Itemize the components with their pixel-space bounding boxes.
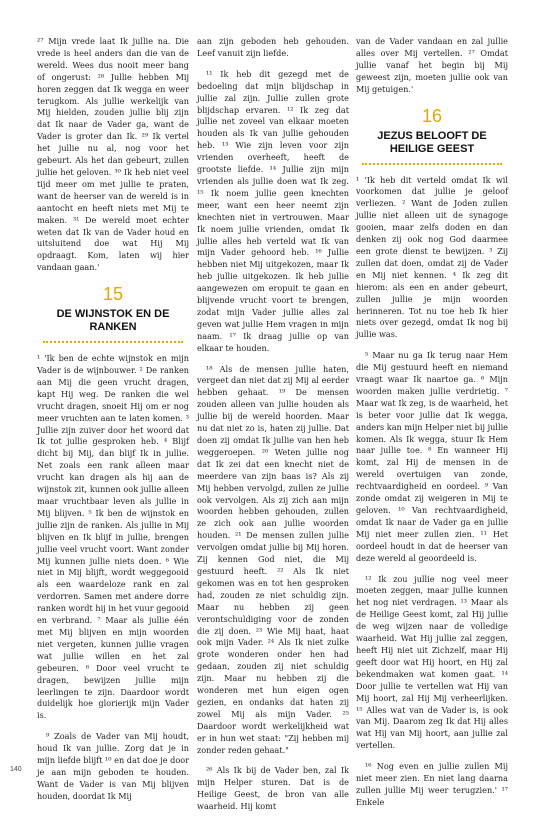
chapter-title: JEZUS BELOOFT DE HEILIGE GEEST (377, 129, 487, 155)
paragraph: ¹ 'Ik ben de echte wijnstok en mijn Vader is de wijnbouwer. ² De ranken aan Mij die geen vrucht dragen, kapt Hij weg. De ranken die wel vrucht dragen, snoeit Hij om er nog meer vruchten aan te laten komen. ³ Jullie zijn zuiver door het woord dat Ik tot jullie gesproken heb. ⁴ Blijf dicht bij Mij, dan blijf Ik in jullie. Net zoals een rank alleen maar vrucht kan dragen als hij aan de wijnstok zit, kunnen ook jullie alleen maar vruchtbaar leven als jullie in Mij blijven. ⁵ Ik ben de wijnstok en jullie zijn de ranken. Als jullie in Mij blijven en Ik blijf in jullie, brengen jullie veel vrucht voort. Want zonder Mij kunnen jullie niets doen. ⁶ Wie niet in Mij blijft, wordt weggegooid als een waardeloze rank en zal verdorren. Samen met andere dorre ranken wordt hij in het vuur gegooid en verbrand. ⁷ Maar als jullie één met Mij blijven en mijn woorden niet vergeten, kunnen jullie vragen wat jullie willen en het zal gebeuren. ⁸ Door veel vrucht te dragen, bewijzen jullie mijn leerlingen te zijn. Daardoor wordt duidelijk hoe glorierijk mijn Vader is. (37, 353, 189, 721)
page-number: 140 (10, 766, 22, 773)
chapter-number: 15 (102, 284, 124, 305)
chapter-title: DE WIJNSTOK EN DE RANKEN (56, 308, 170, 334)
paragraph: ²⁷ Mijn vrede laat Ik jullie na. Die vrede is heel anders dan die van de wereld. Wees dus nooit meer bang of ongerust: ²⁸ Jullie hebben Mij horen zeggen dat Ik wegga en weer terugkom. Als jullie werkelijk van Mij hielden, zouden jullie blij zijn dat Ik naar de Vader ga, want de Vader is groter dan Ik. ²⁹ Ik vertel het jullie nu al, nog voor het gebeurt. Als het dan gebeurt, zullen jullie het geloven. ³⁰ Ik heb niet veel tijd meer om met jullie te praten, want de heerser van de wereld is in aantocht en heeft niets met Mij te maken. ³¹ De wereld moet echter weten dat Ik van de Vader houd en uitsluitend doe wat Hij Mij opdraagt. Kom, laten wij hier vandaan gaan.' (37, 36, 189, 273)
paragraph: ¹² Ik zou jullie nog veel meer moeten zeggen, maar jullie kunnen het nog niet verdragen. ¹³ Maar als de Heilige Geest komt, zal Hij jullie de weg wijzen naar de volledige waarheid. Wat Hij jullie zal zeggen, heeft Hij niet uit Zichzelf, maar Hij geeft door wat Hij hoort, en Hij zal bekendmaken wat komen gaat. ¹⁴ Door jullie te vertellen wat Hij van Mij hoort, zal Hij Mij verheerlijken. ¹⁵ Alles wat van de Vader is, is ook van Mij. Daarom zeg Ik dat Hij alles wat Hij van Mij hoort, aan jullie zal vertellen. (356, 573, 508, 751)
paragraph: van de Vader vandaan en zal jullie alles over Mij vertellen. ²⁷ Omdat jullie vanaf het begin bij Mij geweest zijn, moeten jullie ook van Mij getuigen.' (356, 36, 508, 94)
text-column-2 (197, 36, 349, 822)
dotted-divider (43, 341, 183, 343)
text-column-3 (356, 36, 508, 818)
paragraph: ¹⁶ Nog even en jullie zullen Mij niet meer zien. En niet lang daarna zullen jullie Mij weer terugzien.' ¹⁷ Enkele (356, 761, 508, 807)
chapter-heading-15 (37, 284, 189, 343)
chapter-number: 16 (421, 105, 443, 126)
text-column-1 (37, 36, 189, 812)
paragraph: ⁹ Zoals de Vader van Mij houdt, houd Ik van jullie. Zorg dat je in mijn liefde blijft ¹⁰ en dat doe je door je aan mijn geboden te houden. Want de Vader is van Mij blijven houden, doordat Ik Mij (37, 731, 189, 801)
paragraph: ¹⁸ Als de mensen jullie haten, vergeet dan niet dat zij Mij al eerder hebben gehaat. ¹⁹ De mensen zouden alleen van jullie houden als jullie bij de wereld hoorden. Maar nu dat niet zo is, haten zij jullie. Dat doen zij omdat Ik jullie van hen heb weggeroepen. ²⁰ Weten jullie nog dat Ik zei dat een knecht niet de meerdere van zijn baas is? Als zij Mij hebben vervolgd, zullen ze jullie ook vervolgen. Als zij zich aan mijn woorden hebben gehouden, zullen ze zich ook aan jullie woorden houden. ²¹ De mensen zullen jullie vervolgen omdat jullie bij Mij horen. Zij kennen God niet, die Mij gestuurd heeft. ²² Als Ik niet gekomen was en tot hen gesproken had, zouden ze niet schuldig zijn. Maar nu hebben zij geen verontschuldiging voor de zonden die zij doen. ²³ Wie Mij haat, haat ook mijn Vader. ²⁴ Als Ik niet zulke grote wonderen onder hen had gedaan, zouden zij niet schuldig zijn. Maar nu hebben zij die wonderen met hun eigen ogen gezien, en ondanks dat haten zij zowel Mij als mijn Vader. ²⁵ Daardoor wordt werkelijkheid wat er in hun wet staat: "Zij hebben mij zonder reden gehaat." (197, 363, 349, 755)
paragraph: ¹ 'Ik heb dit verteld omdat Ik wil voorkomen dat jullie je geloof verliezen. ² Want de Joden zullen jullie niet alleen uit de synagoge gooien, maar zelfs doden en dan denken zij ook nog God daarmee een grote dienst te bewijzen. ³ Zij zullen dat doen, omdat zij de Vader en Mij niet kennen. ⁴ Ik zeg dit hierom: als een en ander gebeurt, zullen jullie je mijn woorden herinneren. Tot nu toe heb Ik hier niets over gezegd, omdat Ik nog bij jullie was. (356, 174, 508, 340)
paragraph: ⁵ Maar nu ga Ik terug naar Hem die Mij gestuurd heeft en niemand vraagt waar Ik naartoe ga. ⁶ Mijn woorden maken jullie verdrietig. ⁷ Maar wat Ik zeg, is de waarheid, het is beter voor jullie dat Ik wegga, anders kan mijn Helper niet bij jullie komen. Als Ik wegga, stuur Ik Hem naar jullie toe. ⁸ En wanneer Hij komt, zal Hij de mensen in de wereld overtuigen van zonde, rechtvaardigheid en oordeel. ⁹ Van zonde omdat zij weigeren in Mij te geloven. ¹⁰ Van rechtvaardigheid, omdat Ik naar de Vader ga en jullie Mij niet meer zullen zien. ¹¹ Het oordeel houdt in dat de heerser van deze wereld al geoordeeld is. (356, 350, 508, 563)
chapter-heading-16 (356, 106, 508, 165)
paragraph: ²⁶ Als Ik bij de Vader ben, zal Ik mijn Helper sturen. Dat is de Heilige Geest, de bron van alle waarheid. Hij komt (197, 765, 349, 812)
paragraph: ¹¹ Ik heb dit gezegd met de bedoeling dat mijn blijdschap in jullie zal zijn. Jullie zullen grote blijdschap ervaren. ¹² Ik zeg dat jullie net zoveel van elkaar moeten houden als Ik van jullie gehouden heb. ¹³ Wie zijn leven voor zijn vrienden overheeft, heeft de grootste liefde. ¹⁴ Jullie zijn mijn vrienden als jullie doen wat Ik zeg. ¹⁵ Ik noem jullie geen knechten meer, want een heer neemt zijn knechten niet in vertrouwen. Maar Ik noem jullie vrienden, omdat Ik jullie alles heb verteld wat Ik van mijn Vader gehoord heb. ¹⁶ Jullie hebben niet Mij uitgekozen, maar Ik heb jullie uitgekozen. Ik heb jullie aangewezen om eropuit te gaan en blijvende vrucht voort te brengen, zodat mijn Vader jullie alles zal geven wat jullie Hem vragen in mijn naam. ¹⁷ Ik draag jullie op van elkaar te houden. (197, 68, 349, 353)
dotted-divider (362, 163, 502, 165)
paragraph: aan zijn geboden heb gehouden. Leef vanuit zijn liefde. (197, 36, 349, 58)
